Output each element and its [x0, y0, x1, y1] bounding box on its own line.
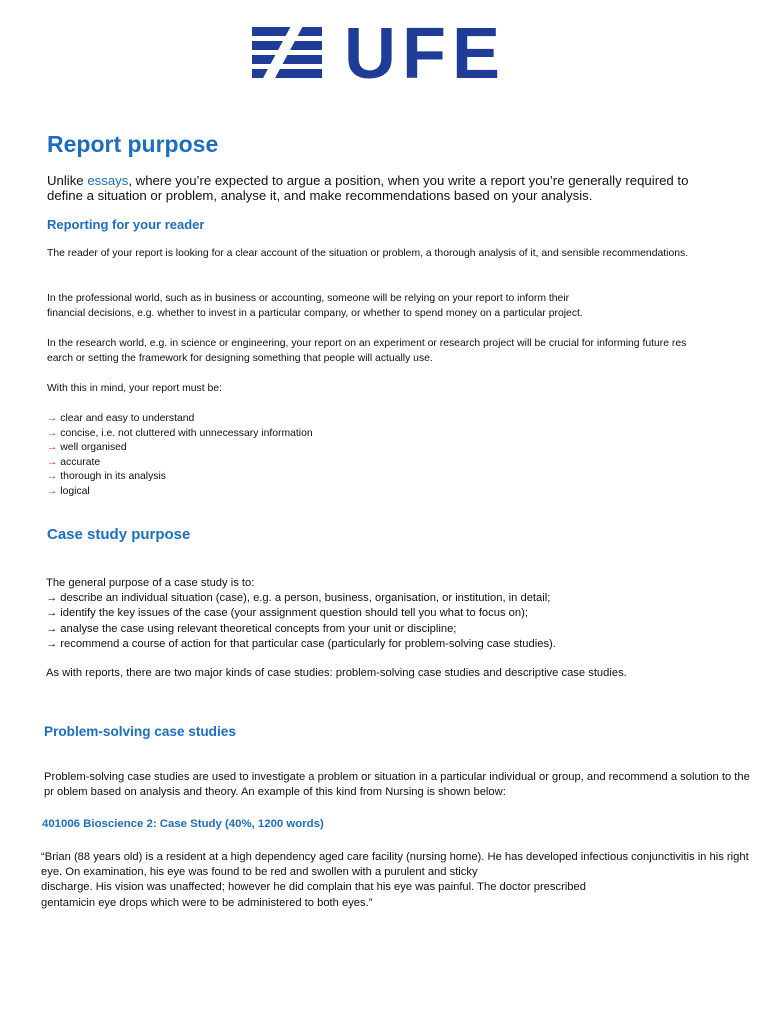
reporting-for-reader-heading: Reporting for your reader — [47, 217, 205, 232]
arrow-icon: → — [47, 413, 58, 424]
quote-line: eye. On examination, his eye was found to be red and swollen with a purulent and sticky — [41, 866, 478, 879]
arrow-icon: → — [47, 442, 58, 454]
case-quote — [41, 850, 749, 911]
problem-solving-paragraph — [44, 770, 750, 800]
report-purpose-heading: Report purpose — [47, 131, 219, 157]
research-world-paragraph — [47, 337, 686, 366]
reader-paragraph: The reader of your report is looking for a clear account of the situation or problem, a thorough analysis of it, and sensible recommendations. — [47, 248, 689, 259]
report-intro — [47, 174, 688, 203]
ufe-logo — [252, 24, 548, 80]
list-intro: The general purpose of a case study is to: — [46, 577, 255, 589]
list-item: → analyse the case using relevant theoretical concepts from your unit or discipline; — [46, 622, 457, 635]
case-study-purpose-list — [46, 576, 556, 652]
paragraph-line: pr oblem based on analysis and theory. An example of this kind from Nursing is shown below: — [44, 786, 506, 799]
problem-solving-heading: Problem-solving case studies — [44, 724, 236, 739]
paragraph-line: earch or setting the framework for designing something that people will actually use. — [47, 352, 433, 364]
essays-link[interactable]: essays — [87, 173, 129, 188]
paragraph-line: financial decisions, e.g. whether to invest in a particular company, or whether to spend money on a particular project. — [47, 307, 583, 319]
arrow-icon: → — [47, 485, 58, 497]
intro-text-end: , where you’re expected to argue a position, when you write a report you’re generally required to — [128, 173, 689, 188]
intro-line-2: define a situation or problem, analyse it, and make recommendations based on your analysis. — [47, 187, 593, 203]
must-be-intro: With this in mind, your report must be: — [47, 383, 222, 394]
logo-emblem-icon — [252, 24, 322, 80]
list-item: → concise, i.e. not cluttered with unnecessary information — [47, 427, 313, 439]
list-item: → thorough in its analysis — [47, 471, 166, 483]
list-item: → accurate — [47, 456, 101, 468]
quote-line: discharge. His vision was unaffected; however he did complain that his eye was painful. The doctor prescribed — [41, 881, 586, 894]
list-item: → identify the key issues of the case (your assignment question should tell you what to focus on); — [46, 607, 528, 620]
list-item: → well organised — [47, 442, 127, 454]
case-study-kinds: As with reports, there are two major kinds of case studies: problem-solving case studies and descriptive case studies. — [46, 667, 627, 679]
list-item: → recommend a course of action for that particular case (particularly for problem-solving case studies). — [46, 637, 556, 650]
quote-line: gentamicin eye drops which were to be administered to both eyes.” — [41, 896, 373, 909]
paragraph-line: Problem-solving case studies are used to investigate a problem or situation in a particular individual or group, and recommend a solution to the — [44, 771, 750, 783]
report-qualities-list — [47, 412, 313, 500]
list-item: → describe an individual situation (case), e.g. a person, business, organisation, or institution, in detail; — [46, 592, 551, 605]
paragraph-line: In the research world, e.g. in science or engineering, your report on an experiment or research project will be crucial for informing future res — [47, 338, 687, 349]
list-item: → logical — [47, 485, 90, 497]
quote-line: “Brian (88 years old) is a resident at a high dependency aged care facility (nursing home). He has developed infectious conjunctivitis in his right — [41, 851, 749, 863]
example-heading: 401006 Bioscience 2: Case Study (40%, 1200 words) — [42, 818, 324, 830]
intro-text-start: Unlike — [47, 173, 88, 188]
arrow-icon: → — [47, 427, 58, 439]
list-item: → clear and easy to understand — [47, 413, 195, 424]
logo-text: UFE — [344, 24, 506, 80]
arrow-icon: → — [47, 456, 58, 468]
arrow-icon: → — [47, 471, 58, 483]
paragraph-line: In the professional world, such as in business or accounting, someone will be relying on your report to inform their — [47, 293, 570, 304]
case-study-purpose-heading: Case study purpose — [47, 526, 191, 543]
professional-world-paragraph — [47, 292, 583, 321]
